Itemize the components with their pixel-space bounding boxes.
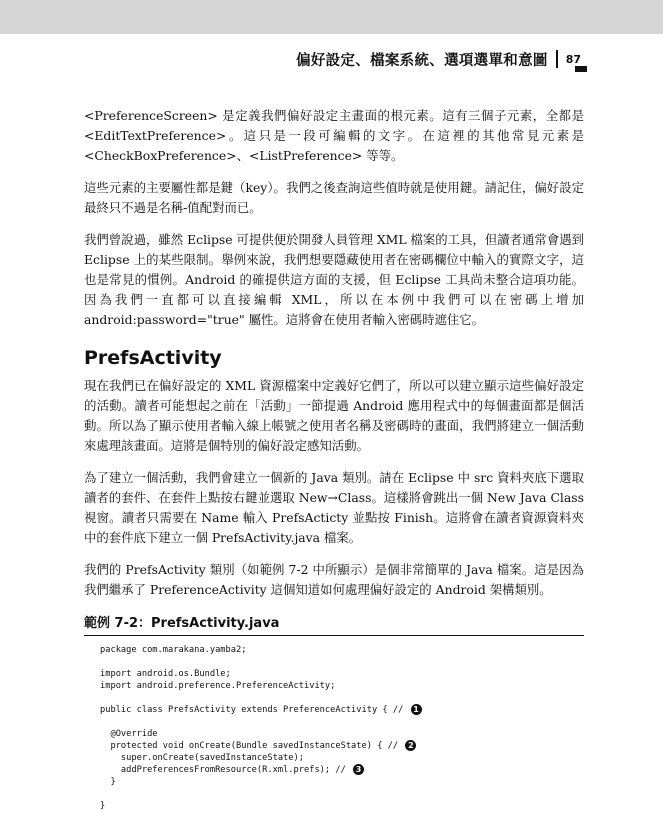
code-text: @Override (100, 729, 158, 739)
code-text: import android.preference.PreferenceActivity; (100, 681, 336, 691)
page-number: 87 (565, 52, 581, 66)
code-text: } (100, 777, 116, 787)
header-divider (556, 50, 558, 68)
code-text: package com.marakana.yamba2; (100, 645, 247, 655)
code-text: import android.os.Bundle; (100, 669, 231, 679)
code-line (100, 740, 584, 752)
code-line (100, 668, 584, 680)
top-gray-band (0, 0, 663, 34)
code-text: protected void onCreate(Bundle savedInstanceState) { // (100, 741, 404, 751)
body-paragraph: 現在我們已在偏好設定的 XML 資源檔案中定義好它們了，所以可以建立顯示這些偏好設定的活動。讀者可能想起之前在「活動」一節提過 Android 應用程式中的每個畫面都是個活動。所以為了顯示使用者輸入線上帳號之使用者名稱及密碼時的畫面，我們將建立一個活動來處理該畫面。這將是個特別的偏好設定感知活動。 (84, 378, 584, 453)
code-listing (100, 644, 584, 812)
code-line (100, 764, 584, 776)
running-title: 偏好設定、檔案系統、選項選單和意圖 (296, 52, 548, 69)
running-header (296, 48, 581, 70)
callout-3-badge: 3 (353, 764, 364, 775)
body-paragraph: 這些元素的主要屬性都是鍵（key）。我們之後查詢這些值時就是使用鍵。請記住，偏好設定最終只不過是名稱-值配對而已。 (84, 180, 584, 215)
page-content (84, 106, 584, 812)
code-line (100, 788, 584, 800)
code-text: public class PrefsActivity extends PreferenceActivity { // (100, 705, 409, 715)
code-line (100, 728, 584, 740)
code-line (100, 704, 584, 716)
callout-2-badge: 2 (405, 740, 416, 751)
code-line (100, 692, 584, 704)
callout-1-badge: 1 (411, 704, 422, 715)
body-paragraph: 我們曾說過，雖然 Eclipse 可提供便於開發人員管理 XML 檔案的工具，但讀者通常會遇到 Eclipse 上的某些限制。舉例來說，我們想要隱藏使用者在密碼欄位中輸入的實際文字，這也是常見的慣例。Android 的確提供這方面的支援，但 Eclipse 工具尚未整合這項功能。因為我們一直都可以直接編輯 XML，所以在本例中我們可以在密碼上增加 android:password="true" 屬性。這將會在使用者輸入密碼時遮住它。 (84, 232, 584, 327)
code-line (100, 776, 584, 788)
code-line (100, 680, 584, 692)
body-paragraph: <PreferenceScreen> 是定義我們偏好設定主畫面的根元素。這有三個子元素，全都是 <EditTextPreference>。這只是一段可編輯的文字。在這裡的其他常見元素是 <CheckBoxPreference>、<ListPreference> 等等。 (84, 108, 584, 163)
code-line (100, 644, 584, 656)
code-text: } (100, 801, 106, 811)
body-paragraph: 為了建立一個活動，我們會建立一個新的 Java 類別。請在 Eclipse 中 src 資料夾底下選取讀者的套件、在套件上點按右鍵並選取 New→Class。這樣將會跳出一個 New Java Class 視窗。讀者只需要在 Name 輸入 PrefsActicty 並點按 Finish。這將會在讀者資源資料夾中的套件底下建立一個 PrefsActivity.java 檔案。 (84, 470, 584, 545)
code-line (100, 716, 584, 728)
section-heading: PrefsActivity (84, 347, 222, 369)
code-text: addPreferencesFromResource(R.xml.prefs); // (100, 765, 352, 775)
code-line (100, 800, 584, 812)
body-paragraph: 我們的 PrefsActivity 類別（如範例 7-2 中所顯示）是個非常簡單的 Java 檔案。這是因為我們繼承了 PreferenceActivity 這個知道如何處理偏好設定的 Android 架構類別。 (84, 562, 584, 597)
code-line (100, 752, 584, 764)
code-text: super.onCreate(savedInstanceState); (100, 753, 304, 763)
code-line (100, 656, 584, 668)
example-caption: 範例 7-2：PrefsActivity.java (84, 612, 584, 636)
page-corner-mark (575, 66, 587, 72)
